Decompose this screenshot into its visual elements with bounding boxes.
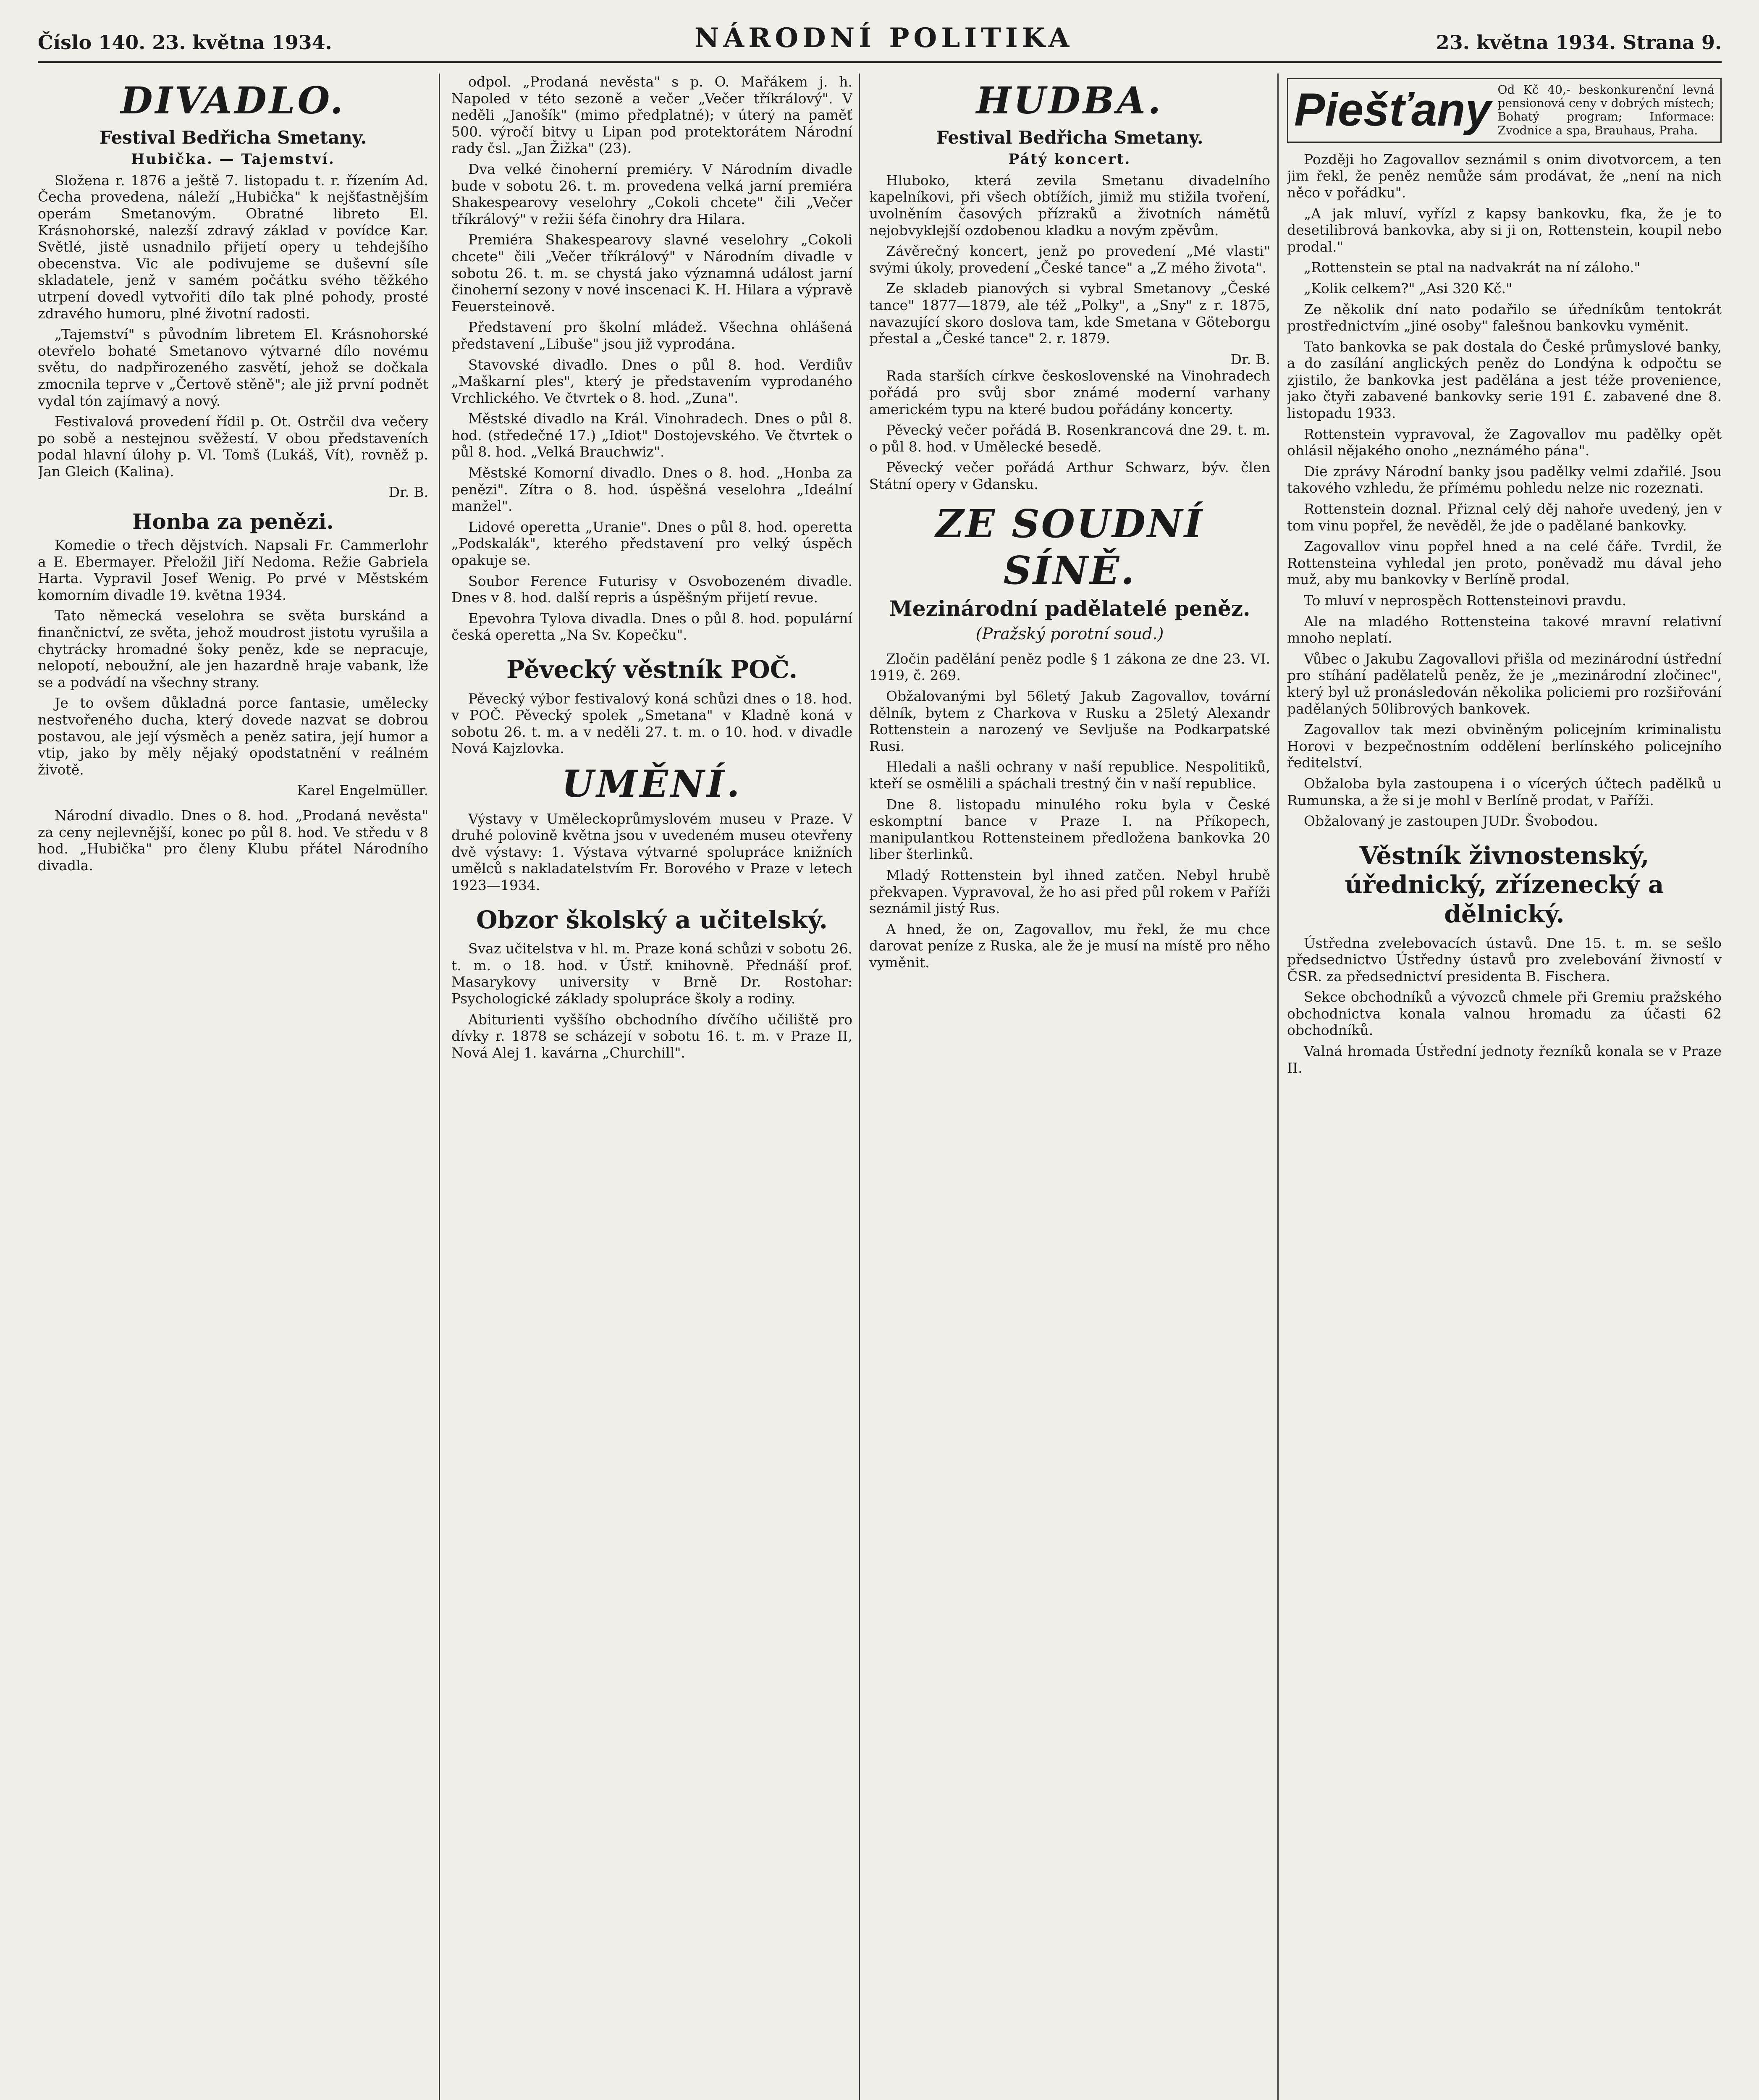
article-signature: Karel Engelmüller.: [296, 782, 428, 799]
article-paragraph: „Rottenstein se ptal na nadvakrát na ní záloho.": [1304, 259, 1641, 276]
article-paragraph: Městské Komorní divadlo. Dnes o 8. hod. „Honba za penězi". Zítra o 8. hod. úspěšná veselohra „Ideální manžel".: [451, 465, 852, 514]
article-paragraph: Abiturienti vyššího obchodního dívčího učiliště pro dívky r. 1878 se scházejí v sobotu 16. t. m. v Praze II, Nová Alej 1. kavárna „Churchill".: [451, 1011, 852, 1061]
article-paragraph: „Tajemství" s původním libretem El. Krásnohorské otevřelo bohaté Smetanovo výtvarné dílo novému světu, do nadpřirozeného zasvětí, jehož se dočkala zmocnila teprve v „Čertově stěně"; ale již první podnět vydal tón zajímavý a nový.: [38, 326, 428, 409]
article-paragraph: „Kolik celkem?" „Asi 320 Kč.": [1304, 280, 1513, 297]
article-paragraph: Závěrečný koncert, jenž po provedení „Mé vlasti" svými úkoly, provedení „České tance" a „Z mého života".: [869, 243, 1270, 276]
article-paragraph: Vůbec o Jakubu Zagovallovi přišla od mezinárodní ústřední pro stíhání padělatelů peněz, že je „mezinárodní zločinec", který byl už pronásledován několika policiemi pro rozšiřování padělaných 50librových bankovek.: [1287, 650, 1722, 717]
column-theatre-continued: [451, 74, 852, 2100]
court-article-title: Mezinárodní padělatelé peněz.: [889, 596, 1250, 621]
article-paragraph: Valná hromada Ústřední jednoty řezníků konala se v Praze II.: [1287, 1043, 1722, 1076]
article-paragraph: Obžaloba byla zastoupena i o vícerých účtech padělků u Rumunska, a že si je mohl v Berlíně prodat, v Paříži.: [1287, 775, 1722, 808]
article-paragraph: Svaz učitelstva v hl. m. Praze koná schůzi v sobotu 26. t. m. o 18. hod. v Ústř. knihovně. Přednáší prof. Masarykovy university v Brně Dr. Rostohar: Psychologické základy spolupráce školy a rodiny.: [451, 940, 852, 1007]
article-paragraph: Hledali a našli ochrany v naší republice. Nespolitiků, kteří se osmělili a spáchali trestný čin v naší republice.: [869, 759, 1270, 792]
section-title-divadlo: DIVADLO.: [121, 79, 346, 122]
article-paragraph: A hned, že on, Zagovallov, mu řekl, že mu chce darovat peníze z Ruska, ale že je musí na místě pro něho vyměnit.: [869, 921, 1270, 971]
article-signature: Dr. B.: [1230, 351, 1270, 368]
festival-heading: Festival Bedřicha Smetany.: [100, 127, 367, 148]
article-paragraph: Dva velké činoherní premiéry. V Národním divadle bude v sobotu 26. t. m. provedena velká jarní premiéra Shakespearovy veselohry „Cokoli chcete" čili „Večer tříkrálový" v režii šéfa činohry dra Hilara.: [451, 160, 852, 227]
article-paragraph: Pěvecký večer pořádá B. Rosenkrancová dne 29. t. m. o půl 8. hod. v Umělecké besedě.: [869, 422, 1270, 455]
column-rule: [859, 74, 860, 2100]
article-paragraph: Zagovallov vinu popřel hned a na celé čáře. Tvrdil, že Rottensteina vyhledal jen proto, poněvadž mu dával jeho muž, aby mu bankovky v Berlíně prodal.: [1287, 538, 1722, 588]
article-paragraph: Die zprávy Národní banky jsou padělky velmi zdařilé. Jsou takového vzhledu, že přímému pohledu nelze nic rozeznati.: [1287, 463, 1722, 496]
article-paragraph: Rottenstein vypravoval, že Zagovallov mu padělky opět ohlásil nějakého onoho „neznámého pána".: [1287, 425, 1722, 459]
article-paragraph: Lidové operetta „Uranie". Dnes o půl 8. hod. operetta „Podskalák", kterého představení pro velký úspěch opakuje se.: [451, 518, 852, 569]
article-paragraph: Premiéra Shakespearovy slavné veselohry „Cokoli chcete" čili „Večer tříkrálový" v Národním divadle v sobotu 26. t. m. se chystá jako významná událost jarní činoherní sezony v nové inscenaci K. H. Hilara a výpravě Feuersteinově.: [451, 231, 852, 315]
article-paragraph: Později ho Zagovallov seznámil s onim divotvorcem, a ten jim řekl, že peněz nemůže sám prodávat, že „není na nich něco v pořádku".: [1287, 151, 1722, 201]
newspaper-title: NÁRODNÍ POLITIKA: [695, 22, 1074, 54]
column-theatre: [38, 74, 428, 2100]
festival-heading: Festival Bedřicha Smetany.: [936, 127, 1203, 148]
section-title-court: ZE SOUDNÍ SÍNĚ.: [935, 501, 1204, 593]
section-title-umeni: UMĚNÍ.: [561, 761, 742, 806]
article-paragraph: Představení pro školní mládež. Všechna ohlášená představení „Libuše" jsou již vyprodána.: [451, 319, 852, 352]
article-paragraph: Ze skladeb pianových si vybral Smetanovy „České tance" 1877—1879, ale též „Polky", a „Sny" z r. 1875, navazující skoro doslova tam, kde Smetana v Göteborgu přestal a „České tance" 2. r. 1879.: [869, 280, 1270, 347]
page-header: [38, 8, 1722, 63]
article-paragraph: Je to ovšem důkladná porce fantasie, umělecky nestvořeného ducha, který dovede nazvat se dobrou postavou, ale její výsměch a peněz satira, její humor a vtip, jako by měly nějaký opodstatnění v reálném životě.: [38, 695, 428, 778]
article-paragraph: Tato německá veselohra se světa burskánd a finančnictví, ze světa, jehož moudrost jistotu vyrušila a chytrácky hromadné šoky peněz, kde se nepracuje, nelopotí, neboužní, ale jen hazardně hraje vabank, lže se a podvádí na všechny strany.: [38, 607, 428, 690]
column-rule: [439, 74, 440, 2100]
play-title: Honba za penězi.: [132, 509, 334, 534]
review-subheading: Hubička. — Tajemství.: [131, 150, 335, 168]
section-heading-skolsky: Obzor školský a učitelský.: [476, 905, 828, 934]
article-paragraph: Pěvecký výbor festivalový koná schůzi dnes o 18. hod. v POČ. Pěvecký spolek „Smetana" v Kladně koná v sobotu 26. t. m. a v neděli 27. t. m. o 10. hod. v divadle Nová Kajzlovka.: [451, 690, 852, 757]
article-paragraph: Sekce obchodníků a vývozců chmele při Gremiu pražského obchodnictva konala valnou hromadu za účasti 62 obchodníků.: [1287, 989, 1722, 1039]
article-paragraph: Ústředna zvelebovacích ústavů. Dne 15. t. m. se sešlo předsednictvo Ústředny ústavů pro zvelebování živností v ČSR. za předsednictví presidenta B. Fischera.: [1287, 934, 1722, 984]
article-paragraph: Městské divadlo na Král. Vinohradech. Dnes o půl 8. hod. (středečné 17.) „Idiot" Dostojevského. Ve čtvrtek o půl 8. hod. „Velká Brauchwiz".: [451, 410, 852, 460]
article-paragraph: Ale na mladého Rottensteina takové mravní relativní mnoho neplatí.: [1287, 613, 1722, 646]
article-paragraph: Dne 8. listopadu minulého roku byla v České eskomptní bance v Praze I. na Příkopech, manipulantkou Rottensteinem předložena bankovka 20 liber šterlinků.: [869, 796, 1270, 863]
issue-number: Číslo 140. 23. května 1934.: [38, 31, 332, 54]
article-paragraph: „A jak mluví, vyřízl z kapsy bankovku, fka, že je to desetilibrová bankovka, aby si ji on, Rottenstein, koupil nebo prodal.": [1287, 205, 1722, 255]
article-paragraph: Hluboko, která zevila Smetanu divadelního kapelníkovi, při všech obtížích, jimiž mu stižila tvoření, uvolněním časových přízraků a životních námětů nejobvyklejší ozdobenou kladku a novým zpěvům.: [869, 172, 1270, 239]
article-paragraph: Festivalová provedení řídil p. Ot. Ostrčil dva večery po sobě a nestejnou svěžestí. V obou představeních podal hlavní úlohy p. Vl. Tomš (Lukáš, Vít), rovněž p. Jan Gleich (Kalina).: [38, 413, 428, 480]
article-paragraph: odpol. „Prodaná nevěsta" s p. O. Mařákem j. h. Napoled v této sezoně a večer „Večer tříkrálový". V neděli „Janošík" (mimo předplatné); v úterý na paměť 500. výročí bitvy u Lipan pod protektorátem Národní rady čsl. „Jan Žižka" (23).: [451, 74, 852, 157]
article-paragraph: Rottenstein doznal. Přiznal celý děj nahoře uvedený, jen v tom vinu popřel, že nevěděl, že jde o padělané bankovky.: [1287, 501, 1722, 534]
article-paragraph: To mluví v neprospěch Rottensteinovi pravdu.: [1304, 592, 1627, 609]
article-paragraph: Ze několik dní nato podařilo se úředníkům tentokrát prostřednictvím „jiné osoby" falešnou bankovku vyměnit.: [1287, 301, 1722, 334]
article-paragraph: Zločin padělání peněz podle § 1 zákona ze dne 23. VI. 1919, č. 269.: [869, 650, 1270, 684]
article-paragraph: Obžalovanými byl 56letý Jakub Zagovallov, tovární dělník, bytem z Charkova v Rusku a 25letý Alexandr Rottenstein a narozený ve Sevljuše na Podkarpatské Rusi.: [869, 688, 1270, 754]
article-paragraph: Pěvecký večer pořádá Arthur Schwarz, býv. člen Státní opery v Gdansku.: [869, 459, 1270, 492]
section-title-hudba: HUDBA.: [976, 79, 1164, 122]
section-heading-pevecky: Pěvecký věstník POČ.: [506, 655, 798, 684]
article-paragraph: Komedie o třech dějstvích. Napsali Fr. Cammerlohr a E. Ebermayer. Přeložil Jiří Nedoma. Režie Gabriela Harta. Vypravil Josef Wenig. Po prvé v Městském komorním divadle 19. května 1934.: [38, 537, 428, 603]
concert-subheading: Pátý koncert.: [1008, 150, 1131, 168]
article-paragraph: Zagovallov tak mezi obviněným policejním kriminalistu Horovi v bezpečnostním oddělení berlínského policejního ředitelství.: [1287, 721, 1722, 771]
ad-brand: Piešťany: [1294, 84, 1491, 136]
spa-advertisement: [1287, 78, 1722, 143]
ad-text: Od Kč 40,- beskonkurenční levná pensionová ceny v dobrých místech; Bohatý program; Informace: Zvodnice a spa, Brauhaus, Praha.: [1497, 83, 1714, 137]
section-heading-vestnik: Věstník živnostenský, úřednický, zřízenecký a dělnický.: [1345, 841, 1664, 928]
article-paragraph: Epevohra Tylova divadla. Dnes o půl 8. hod. populární česká operetta „Na Sv. Kopečku".: [451, 610, 852, 643]
column-court-trade: [1287, 74, 1722, 2100]
article-paragraph: Národní divadlo. Dnes o 8. hod. „Prodaná nevěsta" za ceny nejlevnější, konec po půl 8. hod. Ve středu v 8 hod. „Hubička" pro členy Klubu přátel Národního divadla.: [38, 807, 428, 874]
article-paragraph: Obžalovaný je zastoupen JUDr. Švobodou.: [1304, 813, 1598, 830]
article-paragraph: Rada starších církve československé na Vinohradech pořádá pro svůj sbor známé moderní varhany americkém typu na které budou pořádány koncerty.: [869, 368, 1270, 417]
court-source: (Pražský porotní soud.): [975, 625, 1164, 643]
article-paragraph: Mladý Rottenstein byl ihned zatčen. Nebyl hrubě překvapen. Vypravoval, že ho asi před půl rokem v Paříži seznámil jistý Rus.: [869, 866, 1270, 917]
article-paragraph: Tato bankovka se pak dostala do České průmyslové banky, a do zasílání anglických peněz do Londýna k odpočtu se zjistilo, že bankovka jest padělána a jest téže provenience, jako čtyři zabavené bankovky serie 191 £. zabavené dne 8. listopadu 1933.: [1287, 338, 1722, 422]
article-signature: Dr. B.: [388, 484, 428, 501]
article-paragraph: Soubor Ference Futurisy v Osvobozeném divadle. Dnes v 8. hod. další repris a úspěšným přijetí revue.: [451, 572, 852, 606]
date-page: 23. května 1934. Strana 9.: [1436, 31, 1722, 54]
column-music-court: [869, 74, 1270, 2100]
article-paragraph: Výstavy v Uměleckoprůmyslovém museu v Praze. V druhé polovině května jsou v uvedeném museu otevřeny dvě výstavy: 1. Výstava výtvarné spolupráce knižních umělců s nakladatelstvím Fr. Borového v Praze v letech 1923—1934.: [451, 810, 852, 893]
article-paragraph: Stavovské divadlo. Dnes o půl 8. hod. Verdiův „Maškarní ples", který je představením vyprodaného Vrchlického. Ve čtvrtek o 8. hod. „Zuna".: [451, 356, 852, 406]
column-rule: [1277, 74, 1279, 2100]
article-paragraph: Složena r. 1876 a ještě 7. listopadu t. r. řízením Ad. Čecha provedena, náleží „Hubička" k nejšťastnějším operám Smetanovým. Obratné libreto El. Krásnohorské, nalezší zdravý základ v povídce Kar. Světlé, jistě usnadnilo přijetí opery u tehdejšího obecenstva. Vic ale podivujeme se duševní síle skladatele, jenž v samém počátku svého těžkého utrpení dovedl vytvořiti dílo tak plné pohody, prosté zdravého humoru, plné životní radosti.: [38, 172, 428, 322]
